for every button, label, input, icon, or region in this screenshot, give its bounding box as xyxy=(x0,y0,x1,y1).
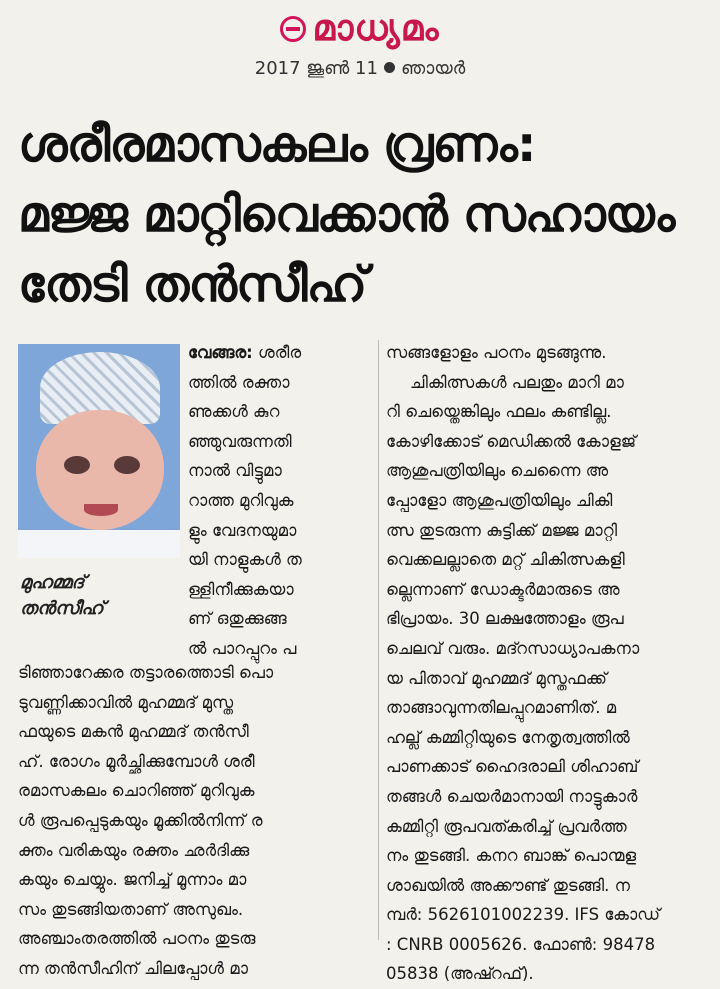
article-line: ശരീര xyxy=(258,343,302,362)
article-line: ളും വേദനയുമാ xyxy=(188,520,297,540)
article-line: യ പിതാവ് മുഹമ്മദ് മുസ്തഫക്ക് xyxy=(386,668,607,688)
article-line: ഭിപ്രായം. 30 ലക്ഷത്തോളം രൂപ xyxy=(386,609,624,629)
photo-eye xyxy=(114,456,140,474)
newspaper-logo xyxy=(280,8,439,50)
article-line: ണ് ഒതുക്കുങ്ങ xyxy=(188,609,287,629)
article-line: ആശുപത്രിയിലും ചെന്നൈ അ xyxy=(386,461,609,481)
article-line: : CNRB 0005626. ഫോൺ: 98478 xyxy=(386,934,656,954)
article-line: ണുക്കൾ കുറ xyxy=(188,402,280,422)
article-line: താങ്ങാവുന്നതിലപ്പുറമാണിത്. മ xyxy=(386,698,617,718)
madhyamam-logo-icon xyxy=(280,16,306,42)
article-line: പാണക്കാട് ഹൈദരാലി ശിഹാബ് xyxy=(386,757,639,777)
article-line: രമാസകലം ചൊറിഞ്ഞ് മുറിവുക xyxy=(18,781,255,801)
article-line: നാൽ വിട്ടുമാ xyxy=(188,461,282,481)
article-line: യി നാളുകൾ ത xyxy=(188,550,302,570)
article-dateline: വേങ്ങര: xyxy=(188,343,253,362)
article-line: ചെലവ് വരും. മദ്റസാധ്യാപകനാ xyxy=(386,638,640,658)
masthead xyxy=(0,8,720,79)
article-line: റി ചെയ്തെങ്കിലും ഫലം കണ്ടില്ല. xyxy=(386,402,612,422)
photo-eye xyxy=(64,456,90,474)
article-line: 05838 (അഷ്റഫ്). xyxy=(386,964,534,984)
article-line: ൾ രൂപപ്പെടുകയും മൂക്കിൽനിന്ന് ര xyxy=(18,810,263,830)
article-line: ടിഞ്ഞാറേക്കര തട്ടാരത്തൊടി പൊ xyxy=(18,663,274,682)
photo-mouth xyxy=(84,504,118,516)
photo-shirt xyxy=(18,530,180,558)
article-headline xyxy=(18,110,708,320)
article-line: മ്പർ: 5626101002239. IFS കോഡ് xyxy=(386,905,661,925)
article-line: പ്പോളോ ആശുപത്രിയിലും ചികി xyxy=(386,490,613,510)
issue-day: ഞായർ xyxy=(400,58,466,79)
article-line: ഹ്. രോഗം മൂർച്ഛിക്കുമ്പോൾ ശരീ xyxy=(18,751,255,771)
article-line: തങ്ങൾ ചെയർമാനായി നാട്ടുകാർ xyxy=(386,786,638,806)
caption-line: മുഹമ്മദ് xyxy=(20,572,85,593)
issue-dateline xyxy=(0,58,720,79)
article-line: ത്തിൽ രക്താ xyxy=(188,372,290,392)
article-column-right xyxy=(386,338,708,989)
article-line: നം തുടങ്ങി. കനറ ബാങ്ക് പൊന്മള xyxy=(386,846,637,866)
article-line: ഞ്ഞുവരുന്നതി xyxy=(188,431,292,451)
bullet-separator xyxy=(384,62,395,73)
article-line: സം തുടങ്ങിയതാണ് അസുഖം. xyxy=(18,899,244,919)
article-line: ന്ന തൻസീഹിന് ചിലപ്പോൾ മാ xyxy=(18,958,248,978)
article-line: കയും ചെയ്യും. ജനിച്ച് മൂന്നാം മാ xyxy=(18,870,247,890)
article-line: വെക്കലല്ലാതെ മറ്റ് ചികിത്സകളി xyxy=(386,550,625,570)
article-line: റാത്ത മുറിവുക xyxy=(188,490,294,510)
article-line: ള്ളിനീക്കുകയാ xyxy=(188,579,294,599)
article-column-left-bottom xyxy=(18,658,370,984)
article-line: ക്തം വരികയും രക്തം ഛർദിക്കു xyxy=(18,840,250,860)
headline-line: മജ്ജ മാറ്റിവെക്കാൻ സഹായം xyxy=(18,186,675,243)
headline-line: തേടി തൻസീഹ് xyxy=(18,256,367,313)
article-column-left-top xyxy=(188,338,370,664)
article-line: ൽ പാറപ്പുറം പ xyxy=(188,638,297,658)
headline-line: ശരീരമാസകലം വ്രണം: xyxy=(18,116,536,173)
article-line: കമ്മിറ്റി രൂപവത്കരിച്ച് പ്രവർത്ത xyxy=(386,816,627,836)
newspaper-name: മാധ്യമം xyxy=(312,8,440,49)
article-line: ല്ലെന്നാണ് ഡോക്ടർമാരുടെ അ xyxy=(386,579,620,599)
article-line: അഞ്ചാംതരത്തിൽ പഠനം തുടരു xyxy=(18,929,256,949)
article-line: സങ്ങളോളം പഠനം മുടങ്ങുന്നു. xyxy=(386,343,607,362)
child-photo xyxy=(18,344,180,558)
photo-caption xyxy=(20,570,180,622)
article-line: കോഴിക്കോട് മെഡിക്കൽ കോളജ് xyxy=(386,431,637,451)
article-line: ശാഖയിൽ അക്കൗണ്ട് തുടങ്ങി. ന xyxy=(386,875,630,895)
article-line: ഫയുടെ മകൻ മുഹമ്മദ് തൻസീ xyxy=(18,722,249,742)
issue-date: 2017 ജൂൺ 11 xyxy=(254,58,378,79)
article-line: ത്സ തുടരുന്ന കുട്ടിക്ക് മജ്ജ മാറ്റി xyxy=(386,520,618,540)
article-line: ഹല്ല് കമ്മിറ്റിയുടെ നേതൃത്വത്തിൽ xyxy=(386,727,630,747)
article-line: ടുവണ്ണിക്കാവിൽ മുഹമ്മദ് മുസ്ത xyxy=(18,692,234,712)
caption-line: തൻസീഹ് xyxy=(20,598,104,619)
column-divider xyxy=(378,340,379,940)
article-line: ചികിത്സകൾ പലതും മാറി മാ xyxy=(410,372,624,392)
